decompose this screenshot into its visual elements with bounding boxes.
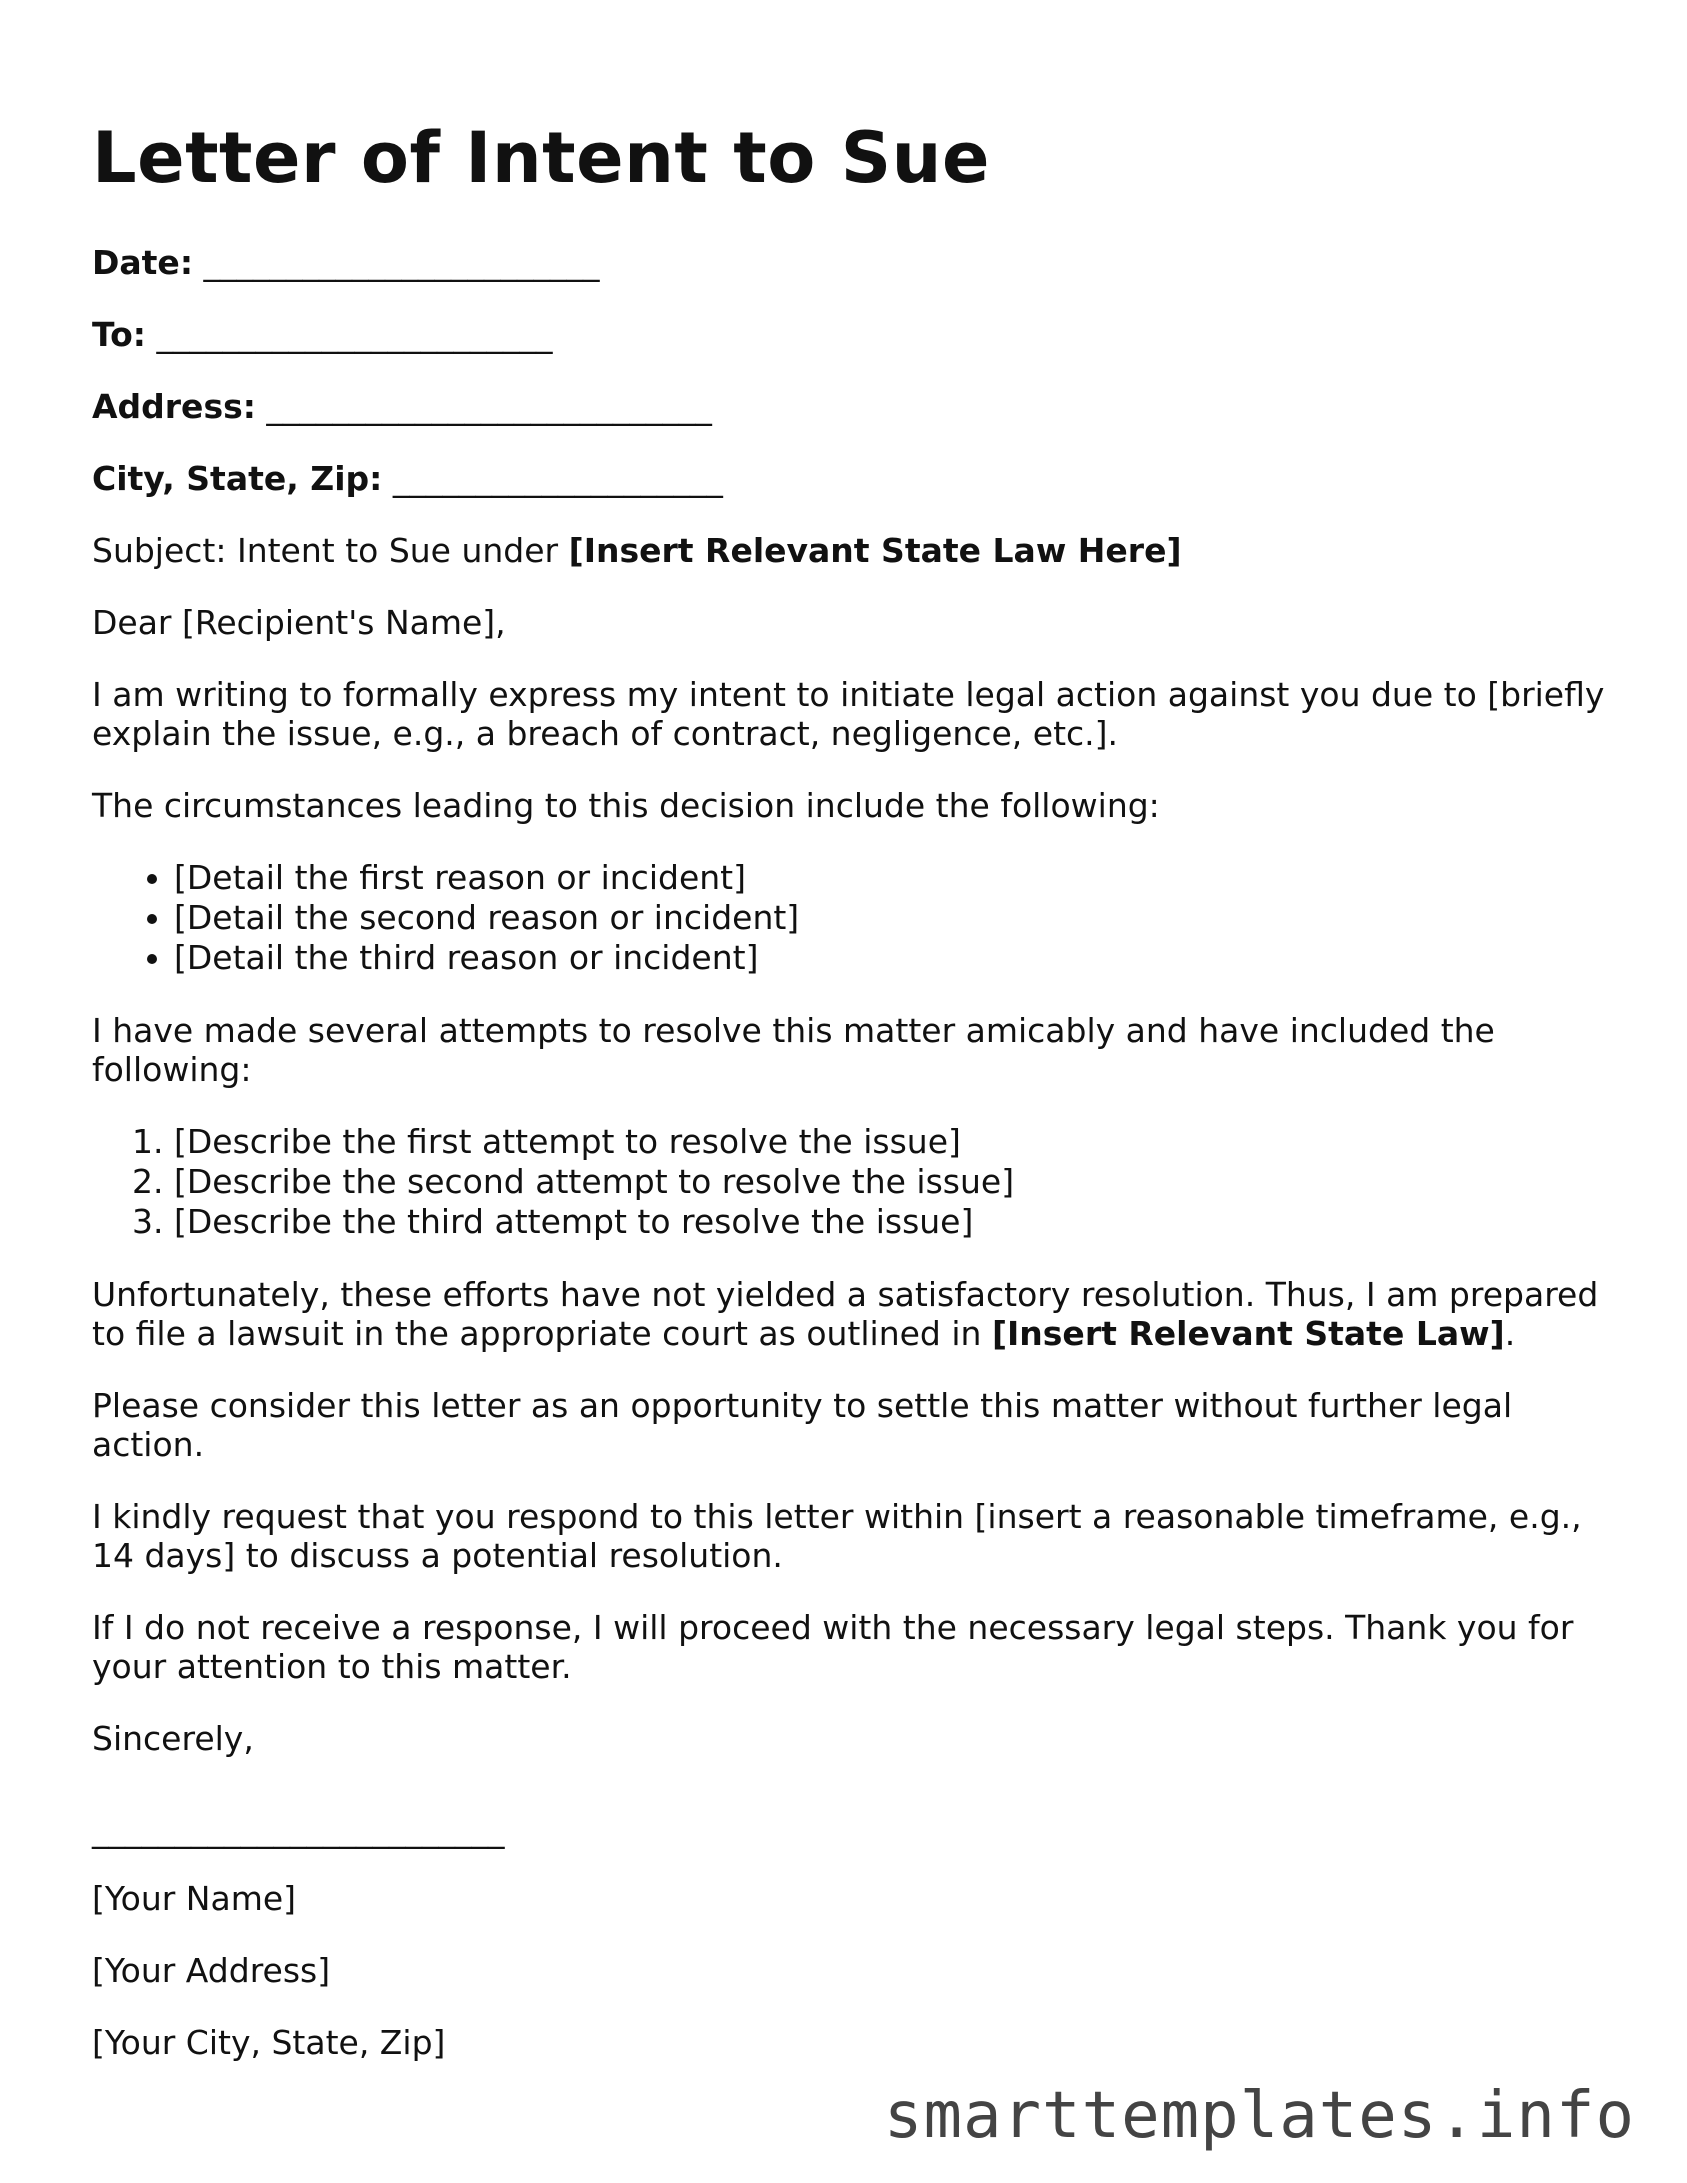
city-state-zip-label: City, State, Zip: <box>92 458 383 498</box>
law-placeholder: [Insert Relevant State Law] <box>991 1313 1505 1353</box>
date-label: Date: <box>92 242 194 282</box>
attempts-list <box>92 1122 1612 1242</box>
city-state-zip-blank[interactable]: ____________________ <box>392 458 723 498</box>
date-field <box>92 243 1612 282</box>
list-item: • [Detail the first reason or incident] <box>174 858 1612 898</box>
header-fields <box>92 243 1612 498</box>
intro-paragraph: I am writing to formally express my intent to initiate legal action against you due to [briefly explain the issue, e.g., a breach of contract, negligence, etc.]. <box>92 674 1605 753</box>
signoff: Sincerely, <box>92 1718 254 1758</box>
consider-paragraph: Please consider this letter as an opportunity to settle this matter without further legal action. <box>92 1385 1513 1464</box>
to-label: To: <box>92 314 146 354</box>
list-item: 2. [Describe the second attempt to resolve the issue] <box>174 1162 1612 1202</box>
sender-name: [Your Name] <box>92 1878 297 1918</box>
closing-paragraph: If I do not receive a response, I will proceed with the necessary legal steps. Thank you for your attention to this matter. <box>92 1607 1574 1686</box>
sender-address: [Your Address] <box>92 1950 331 1990</box>
address-blank[interactable]: ___________________________ <box>266 386 712 426</box>
salutation: Dear [Recipient's Name], <box>92 602 506 642</box>
circumstances-intro: The circumstances leading to this decision include the following: <box>92 785 1160 825</box>
subject-line <box>92 531 1612 570</box>
watermark: smarttemplates.info <box>883 2079 1635 2153</box>
subject-prefix: Subject: Intent to Sue under <box>92 530 569 570</box>
unfortunately-suffix: . <box>1504 1313 1516 1353</box>
to-field <box>92 315 1612 354</box>
unfortunately-paragraph <box>92 1275 1612 1353</box>
address-field <box>92 387 1612 426</box>
date-blank[interactable]: ________________________ <box>203 242 600 282</box>
list-item: • [Detail the third reason or incident] <box>174 938 1612 978</box>
city-state-zip-field <box>92 459 1612 498</box>
signature-line[interactable]: _________________________ <box>92 1809 505 1849</box>
address-label: Address: <box>92 386 256 426</box>
to-blank[interactable]: ________________________ <box>156 314 553 354</box>
subject-law-placeholder: [Insert Relevant State Law Here] <box>568 530 1182 570</box>
sender-city-state-zip: [Your City, State, Zip] <box>92 2022 446 2062</box>
letter-document <box>92 118 1612 2095</box>
reasons-list <box>92 858 1612 978</box>
request-paragraph: I kindly request that you respond to this letter within [insert a reasonable timeframe, e.g., 14 days] to discuss a potential resolution. <box>92 1496 1582 1575</box>
list-item: 3. [Describe the third attempt to resolve the issue] <box>174 1202 1612 1242</box>
attempts-intro: I have made several attempts to resolve this matter amicably and have included the following: <box>92 1010 1495 1089</box>
document-title: Letter of Intent to Sue <box>92 117 990 199</box>
list-item: 1. [Describe the first attempt to resolve the issue] <box>174 1122 1612 1162</box>
list-item: • [Detail the second reason or incident] <box>174 898 1612 938</box>
unfortunately-prefix: Unfortunately, these efforts have not yielded a satisfactory resolution. Thus, I am prepared to file a lawsuit in the appropriate court as outlined in <box>92 1274 1599 1353</box>
